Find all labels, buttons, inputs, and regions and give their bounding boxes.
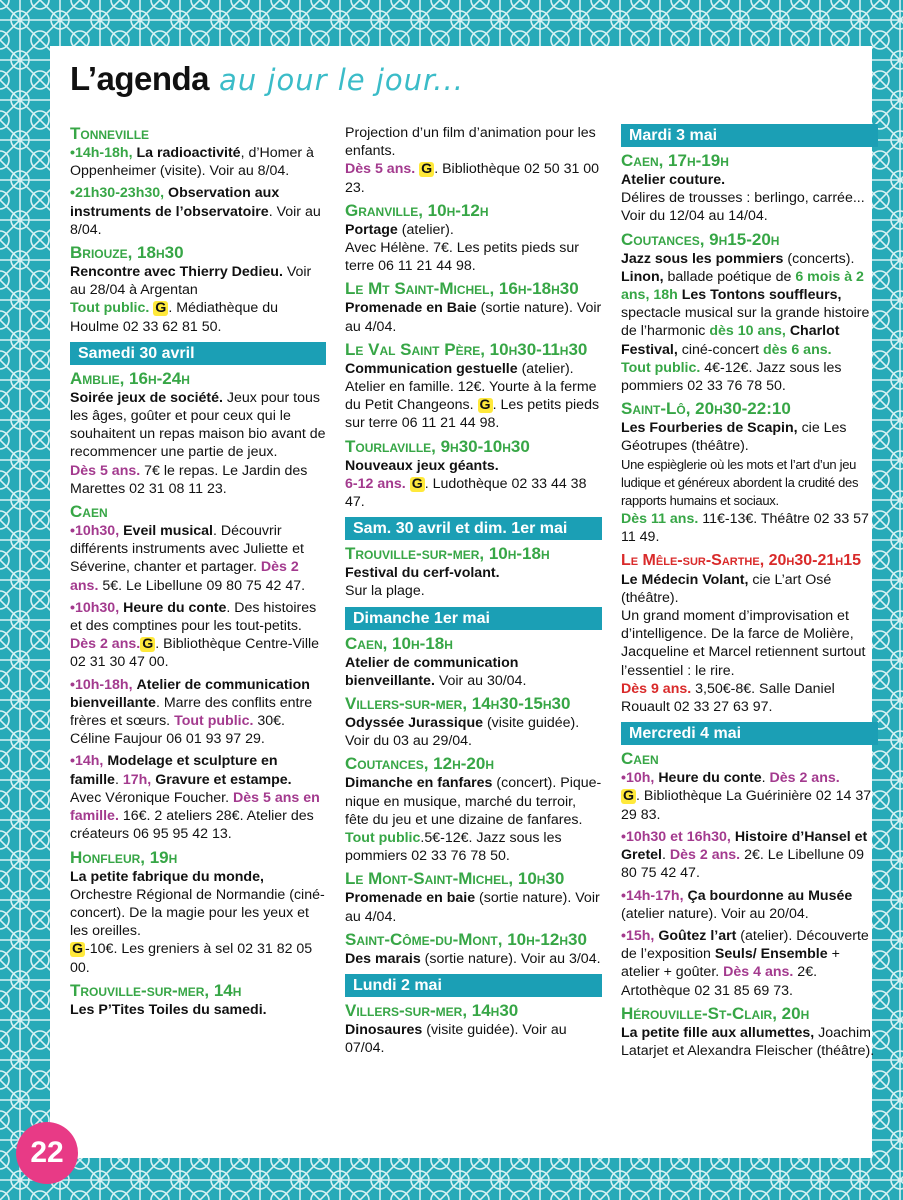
venue-saint-lo: Saint-Lô, 20h30-22:10 xyxy=(621,399,791,419)
venue-honfleur: Honfleur, 19h xyxy=(70,847,178,867)
event-entry: Promenade en Baie (sortie nature). Voir au 4/04. xyxy=(345,300,602,335)
column-1 xyxy=(70,124,326,1023)
day-header: Lundi 2 mai xyxy=(345,974,602,997)
event-entry: Soirée jeux de société. Jeux pour tous les âges, goûter et pour ceux qui le souhaitent un repas maison bio avant de recommencer une partie de jeux. Dès 5 ans. 7€ le repas. Le Jardin des Marettes 02 31 08 11 23. xyxy=(70,389,326,497)
title-script: au jour le jour... xyxy=(219,63,464,97)
venue-mont-saint-michel: Le Mont-Saint-Michel, 10h30 xyxy=(345,869,565,889)
event-entry: Dimanche en fanfares (concert). Pique-nique en musique, marché du terroir, fête du jeu et une dizaine de fanfares. Tout public.5€-12€. Jazz sous les pommiers 02 33 76 78 50. xyxy=(345,775,602,865)
free-g-badge: G xyxy=(142,636,154,653)
event-entry: •15h, Goûtez l’art (atelier). Découverte de l’exposition Seuls/ Ensemble + atelier + goûter. Dès 4 ans. 2€. Artothèque 02 31 85 69 73. xyxy=(621,927,869,999)
free-g-badge: G xyxy=(72,941,84,958)
event-entry: Communication gestuelle (atelier). Atelier en famille. 12€. Yourte à la ferme du Petit Changeons. G . Les petits pieds sur terre 06 11 21 44 98. xyxy=(345,360,600,432)
event-entry: •14h, Modelage et sculpture en famille. 17h, Gravure et estampe. Avec Véronique Foucher. Dès 5 ans en famille. 16€. 2 ateliers 28€. Atelier des créateurs 06 95 95 42 13. xyxy=(70,753,320,843)
agenda-page xyxy=(50,46,875,1158)
event-entry: Jazz sous les pommiers (concerts). Linon, ballade poétique de 6 mois à 2 ans, 18h Les Tontons souffleurs, spectacle musical sur la grande histoire de l’harmonic dès 10 ans, Charlot Festival, ciné-concert dès 6 ans. Tout public. 4€-12€. Jazz sous les pommiers 02 33 76 78 50. xyxy=(621,250,870,395)
event-entry: Nouveaux jeux géants. 6-12 ans. G . Ludothèque 02 33 44 38 47. xyxy=(345,457,587,511)
day-header: Samedi 30 avril xyxy=(70,342,326,365)
venue-villers-sur-mer: Villers-sur-mer, 14h30-15h30 xyxy=(345,694,571,714)
event-entry: Projection d’un film d’animation pour les enfants. Dès 5 ans. G . Bibliothèque 02 50 31 00 23. xyxy=(345,125,600,196)
event-entry: •21h30-23h30, Observation aux instruments de l’observatoire. Voir au 8/04. xyxy=(70,185,321,238)
venue-caen: Caen xyxy=(70,502,108,522)
event-entry: Portage (atelier). Avec Hélène. 7€. Les petits pieds sur terre 06 11 21 44 98. xyxy=(345,221,579,275)
event-entry: •10h30, Heure du conte. Des histoires et des comptines pour les tout-petits. Dès 2 ans. G . Bibliothèque Centre-Ville 02 31 30 47 00. xyxy=(70,599,320,671)
free-g-badge: G xyxy=(479,397,491,414)
event-entry: •14h-18h, La radioactivité, d’Homer à Oppenheimer (visite). Voir au 8/04. xyxy=(70,145,314,180)
venue-tonneville: Tonneville xyxy=(70,124,150,143)
day-header: Dimanche 1er mai xyxy=(345,607,602,630)
event-entry: •10h, Heure du conte. Dès 2 ans. G . Bibliothèque La Guérinière 02 14 37 29 83. xyxy=(621,770,872,823)
event-entry: •10h30, Eveil musical. Découvrir différents instruments avec Juliette et Séverine, chanter et partager. Dès 2 ans. 5€. Le Libellune 09 80 75 42 47. xyxy=(70,523,306,594)
event-entry: •10h30 et 16h30, Histoire d’Hansel et Gretel. Dès 2 ans. 2€. Le Libellune 09 80 75 42 47. xyxy=(621,828,868,882)
free-g-badge: G xyxy=(155,300,167,317)
event-entry: Festival du cerf-volant. Sur la plage. xyxy=(345,565,500,600)
venue-caen: Caen, 10h-18h xyxy=(345,633,453,653)
event-entry: Des marais (sortie nature). Voir au 3/04. xyxy=(345,950,601,967)
event-entry: Rencontre avec Thierry Dedieu. Voir au 28/04 à Argentan Tout public. G . Médiathèque du Houlme 02 33 62 81 50. xyxy=(70,264,312,335)
venue-caen: Caen xyxy=(621,749,659,769)
event-entry: Dinosaures (visite guidée). Voir au 07/04. xyxy=(345,1022,567,1057)
day-header: Mercredi 4 mai xyxy=(621,722,878,745)
column-3 xyxy=(621,124,878,1064)
venue-le-mele-sur-sarthe: Le Mêle-sur-Sarthe, 20h30-21h15 xyxy=(621,551,862,569)
venue-val-saint-pere: Le Val Saint Père, 10h30-11h30 xyxy=(345,339,588,359)
venue-coutances: Coutances, 12h-20h xyxy=(345,754,494,774)
free-g-badge: G xyxy=(421,161,433,178)
venue-briouze: Briouze, 18h30 xyxy=(70,243,184,263)
title-main: L’agenda xyxy=(70,60,210,97)
page-title xyxy=(70,60,464,98)
column-2 xyxy=(345,124,602,1062)
day-header: Mardi 3 mai xyxy=(621,124,878,147)
event-entry: Atelier de communication bienveillante. Voir au 30/04. xyxy=(345,654,527,689)
day-header: Sam. 30 avril et dim. 1er mai xyxy=(345,517,602,540)
event-entry: La petite fille aux allumettes, Joachim Latarjet et Alexandra Fleischer (théâtre). xyxy=(621,1024,875,1059)
venue-granville: Granville, 10h-12h xyxy=(345,200,489,220)
event-entry: Promenade en baie (sortie nature). Voir au 4/04. xyxy=(345,890,600,925)
venue-coutances: Coutances, 9h15-20h xyxy=(621,229,780,249)
free-g-badge: G xyxy=(411,475,423,492)
event-entry: Atelier couture. Délires de trousses : berlingo, carrée... Voir du 12/04 au 14/04. xyxy=(621,172,865,225)
venue-tourlaville: Tourlaville, 9h30-10h30 xyxy=(345,436,530,456)
event-entry: •10h-18h, Atelier de communication bienveillante. Marre des conflits entre frères et sœurs. Tout public. 30€. Céline Faujour 06 01 93 97 29. xyxy=(70,676,313,748)
venue-trouville: Trouville-sur-mer, 14h xyxy=(70,980,242,1000)
venue-trouville: Trouville-sur-mer, 10h-18h xyxy=(345,544,550,564)
event-entry: Les Fourberies de Scapin, cie Les Géotrupes (théâtre). Une espièglerie où les mots et l’art d’un jeu ludique et généreux abordent la crudité des rapports humains et sociaux. Dès 11 ans. 11€-13€. Théâtre 02 33 57 11 49. xyxy=(621,420,869,546)
event-entry: Les P’Tites Toiles du samedi. xyxy=(70,1001,267,1018)
venue-villers-sur-mer: Villers-sur-mer, 14h30 xyxy=(345,1001,519,1021)
free-g-badge: G xyxy=(623,788,635,805)
venue-amblie: Amblie, 16h-24h xyxy=(70,368,190,388)
event-entry: La petite fabrique du monde, Orchestre Régional de Normandie (ciné-concert). De la magie pour les yeux et les oreilles. G -10€. Les greniers à sel 02 31 82 05 00. xyxy=(70,868,325,976)
venue-mont-saint-michel: Le Mt Saint-Michel, 16h-18h30 xyxy=(345,279,579,299)
page-number-badge: 22 xyxy=(16,1122,78,1184)
venue-saint-come-du-mont: Saint-Côme-du-Mont, 10h-12h30 xyxy=(345,929,587,949)
event-entry: •14h-17h, Ça bourdonne au Musée (atelier nature). Voir au 20/04. xyxy=(621,887,853,922)
venue-caen: Caen, 17h-19h xyxy=(621,151,729,170)
venue-herouville-st-clair: Hérouville-St-Clair, 20h xyxy=(621,1003,810,1023)
event-entry: Le Médecin Volant, cie L’art Osé (théâtre). Un grand moment d’improvisation et d’intelligence. De la farce de Molière, Jacqueline et Marcel retiennent surtout l’essentiel : le rire. Dès 9 ans. 3,50€-8€. Salle Daniel Rouault 02 33 27 63 97. xyxy=(621,571,866,716)
event-entry: Odyssée Jurassique (visite guidée). Voir du 03 au 29/04. xyxy=(345,715,580,750)
